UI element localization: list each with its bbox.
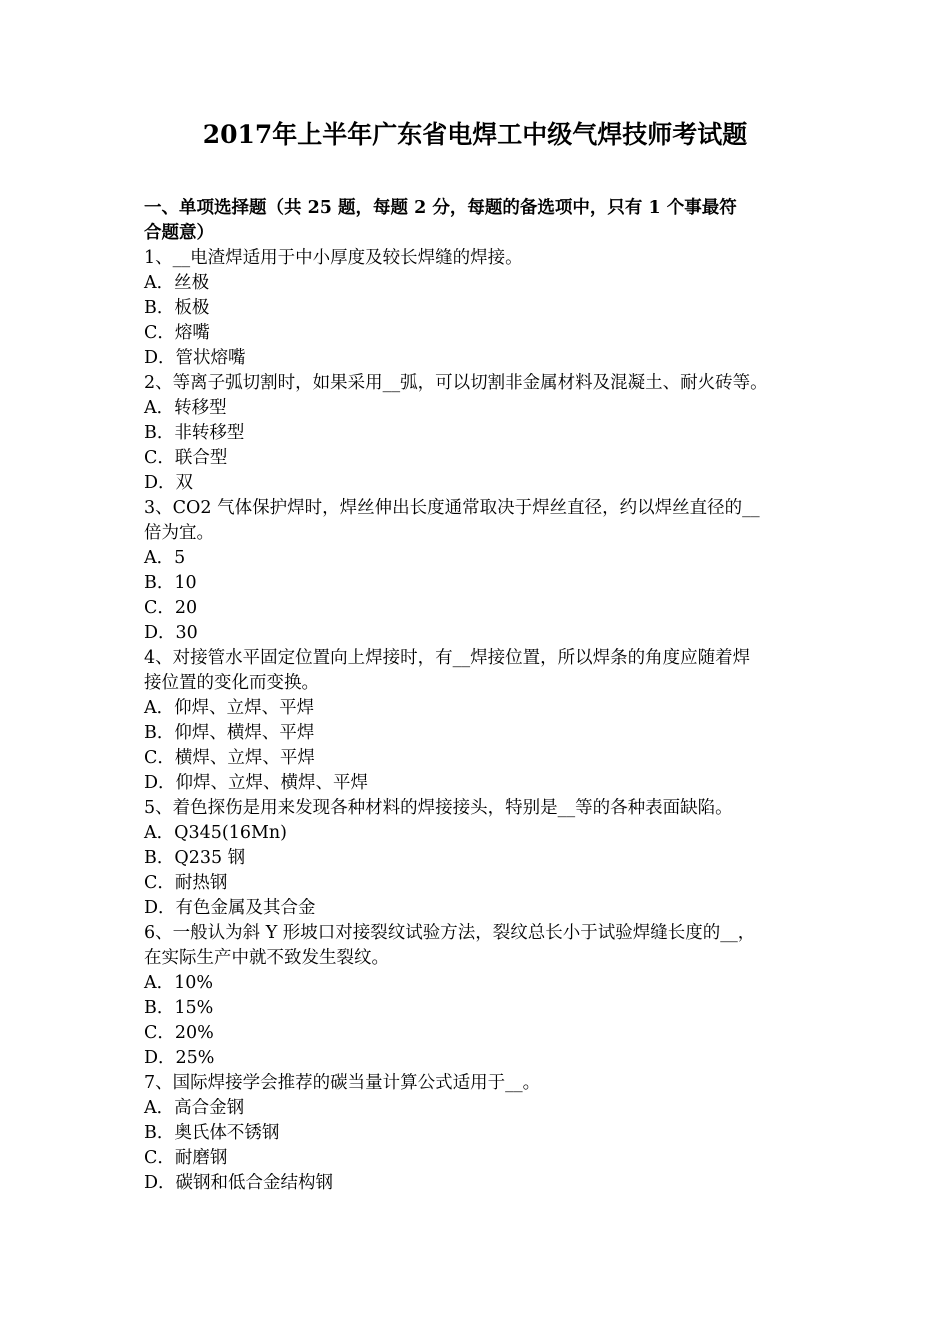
answer-option: B．非转移型 [144, 423, 245, 443]
section-heading [144, 196, 808, 246]
question-stem-line: 4、对接管水平固定位置向上焊接时，有__焊接位置，所以焊条的角度应随着焊 [144, 648, 751, 668]
answer-option: D．有色金属及其合金 [144, 898, 316, 918]
section-heading-line: 合题意） [144, 223, 214, 243]
answer-option: A．丝极 [144, 273, 210, 293]
question-stem-line: 1、__电渣焊适用于中小厚度及较长焊缝的焊接。 [144, 248, 523, 268]
question-stem-line: 5、着色探伤是用来发现各种材料的焊接接头，特别是__等的各种表面缺陷。 [144, 798, 733, 818]
question-stem-line: 接位置的变化而变换。 [144, 673, 319, 693]
question-stem-line: 7、国际焊接学会推荐的碳当量计算公式适用于__。 [144, 1073, 541, 1093]
document-body [144, 196, 808, 1196]
answer-option: D．管状熔嘴 [144, 348, 246, 368]
question-list [144, 246, 808, 1196]
answer-option: C．熔嘴 [144, 323, 210, 343]
answer-option: D．碳钢和低合金结构钢 [144, 1173, 334, 1193]
question-stem-line: 倍为宜。 [144, 523, 214, 543]
question-block [144, 496, 808, 646]
question-stem-line: 6、一般认为斜 Y 形坡口对接裂纹试验方法，裂纹总长小于试验焊缝长度的__， [144, 923, 756, 943]
document-title: 2017年上半年广东省电焊工中级气焊技师考试题 [202, 120, 748, 149]
answer-option: C．20 [144, 598, 198, 618]
question-block [144, 371, 808, 496]
answer-option: A．5 [144, 548, 186, 568]
answer-option: C．横焊、立焊、平焊 [144, 748, 315, 768]
answer-option: B．15% [144, 998, 214, 1018]
answer-option: D．30 [144, 623, 198, 643]
answer-option: D．仰焊、立焊、横焊、平焊 [144, 773, 369, 793]
question-stem-line: 2、等离子弧切割时，如果采用__弧，可以切割非金属材料及混凝土、耐火砖等。 [144, 373, 768, 393]
answer-option: A．高合金钢 [144, 1098, 245, 1118]
answer-option: C．耐磨钢 [144, 1148, 228, 1168]
answer-option: B．奥氏体不锈钢 [144, 1123, 280, 1143]
answer-option: C．耐热钢 [144, 873, 228, 893]
question-block [144, 1071, 808, 1196]
answer-option: A．10% [144, 973, 214, 993]
answer-option: A．转移型 [144, 398, 227, 418]
answer-option: D．双 [144, 473, 194, 493]
question-stem-line: 3、CO2 气体保护焊时，焊丝伸出长度通常取决于焊丝直径，约以焊丝直径的__ [144, 498, 760, 518]
question-stem-line: 在实际生产中就不致发生裂纹。 [144, 948, 389, 968]
answer-option: B．板极 [144, 298, 210, 318]
answer-option: D．25% [144, 1048, 215, 1068]
answer-option: C．20% [144, 1023, 214, 1043]
answer-option: B．仰焊、横焊、平焊 [144, 723, 315, 743]
answer-option: B．Q235 钢 [144, 848, 246, 868]
answer-option: A．仰焊、立焊、平焊 [144, 698, 315, 718]
question-block [144, 796, 808, 921]
answer-option: B．10 [144, 573, 197, 593]
question-block [144, 246, 808, 371]
question-block [144, 921, 808, 1071]
question-block [144, 646, 808, 796]
answer-option: A．Q345(16Mn) [144, 823, 287, 843]
section-heading-line: 一、单项选择题（共 25 题，每题 2 分，每题的备选项中，只有 1 个事最符 [144, 198, 737, 218]
answer-option: C．联合型 [144, 448, 228, 468]
